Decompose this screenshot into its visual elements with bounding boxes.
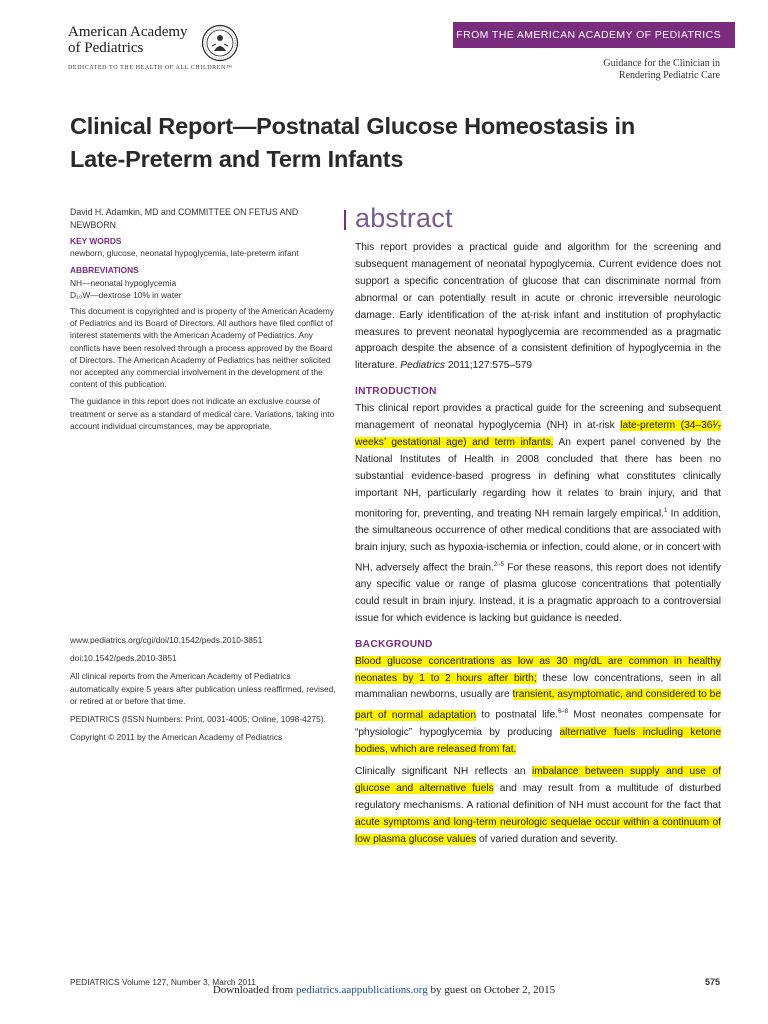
bg-text-3: Most neonates compensate for “physiologic” hypoglycemia by producing	[355, 709, 721, 738]
ref-2: 2–5	[493, 561, 504, 568]
bg2-text-1: Clinically significant NH reflects an	[355, 766, 533, 778]
background-paragraph-1	[355, 654, 721, 759]
bg-highlight-1: Blood glucose concentrations as low as 30 mg/dL are common in healthy neonates by 1 to 2 hours after birth;	[355, 655, 721, 684]
intro-text-4: For these reasons, this report does not identify any specific value or range of plasma glucose concentrations that potentially could result in brain injury. Instead, it is a pragmatic approach to a controversial issue for which evidence is lacking but guidance is needed.	[355, 562, 721, 624]
bg-text-1: these low concentrations, seen in all mammalian newborns, usually are	[355, 672, 721, 701]
abbreviation-nh: NH—neonatal hypoglycemia	[70, 277, 177, 288]
background-paragraph-2	[355, 764, 721, 849]
bg-text-2: to postnatal life.	[476, 709, 558, 721]
right-column	[355, 240, 721, 849]
guidance-disclaimer: The guidance in this report does not indicate an exclusive course of treatment or serve as a standard of medical care. Variations, taking into account individual circumstances, may be appropriate.	[70, 396, 335, 431]
copyright-line: Copyright © 2011 by the American Academy of Pediatrics	[70, 732, 283, 743]
guidance-line-1: Guidance for the Clinician in	[603, 58, 720, 69]
abstract-heading: abstract	[355, 203, 453, 233]
copyright-note: This document is copyrighted and is property of the American Academy of Pediatrics and its Board of Directors. All authors have filed conflict of interest statements with the American Academy of Pediatrics. Any conflicts have been resolved through a process approved by the Board of Directors. The American Academy of Pediatrics has neither solicited nor accepted any commercial involvement in the development of the content of this publication.	[70, 306, 334, 390]
bg2-text-2: and may result from a multitude of disturbed regulatory mechanisms. A rational definition of NH must account for the fact that	[355, 783, 721, 812]
ref-3: 6–8	[557, 709, 568, 716]
abbreviation-d10w: D₁₀W—dextrose 10% in water	[70, 289, 182, 300]
guidance-line-2: Rendering Pediatric Care	[618, 70, 720, 81]
bg-highlight-2: transient, asymptomatic, and considered to be part of normal adaptation	[355, 689, 721, 721]
ref-1: 1	[664, 507, 668, 514]
bg2-highlight-2: acute symptoms and long-term neurologic sequelae occur within a continuum of low plasma glucose values	[355, 817, 721, 846]
article-url[interactable]: www.pediatrics.org/cgi/doi/10.1542/peds.2010-3851	[70, 635, 263, 645]
abstract-text	[355, 240, 721, 375]
introduction-text	[355, 401, 721, 628]
download-text-a: Downloaded from	[212, 984, 296, 996]
citation-rest: 2011;127:575–579	[445, 360, 533, 372]
left-column	[70, 206, 340, 437]
journal-banner	[453, 22, 735, 48]
aap-seal-icon	[201, 24, 239, 62]
footer-journal: PEDIATRICS Volume 127, Number 3, March 2011	[70, 977, 256, 987]
issn-note: PEDIATRICS (ISSN Numbers: Print, 0031-4005; Online, 1098-4275).	[70, 714, 326, 725]
expire-note: All clinical reports from the American Academy of Pediatrics automatically expire 5 years after publication unless reaffirmed, revised, or retired at or before that time.	[70, 671, 336, 706]
logo-line-1: American Academy	[68, 24, 188, 40]
intro-text-2: An expert panel convened by the National Institutes of Health in 2008 concluded that there has been no substantial evidence-based progress in defining what constitutes clinically important NH, particularly regarding how it relates to brain injury, and that monitoring for, preventing, and treating NH remain largely empirical.	[355, 436, 721, 519]
introduction-heading: INTRODUCTION	[355, 386, 437, 398]
abbreviations-heading: ABBREVIATIONS	[70, 265, 139, 276]
guidance-note	[603, 58, 720, 82]
citation-journal: Pediatrics	[400, 360, 446, 372]
title-line-2: Late-Preterm and Term Infants	[70, 146, 404, 172]
download-link[interactable]: pediatrics.aappublications.org	[295, 984, 428, 996]
article-title	[70, 110, 710, 176]
left-publication-info	[70, 634, 340, 749]
background-heading: BACKGROUND	[355, 638, 433, 650]
logo-tagline: DEDICATED TO THE HEALTH OF ALL CHILDREN™	[68, 65, 233, 71]
download-notice	[0, 984, 768, 996]
keywords: newborn, glucose, neonatal hypoglycemia, late-preterm infant	[70, 248, 299, 259]
aap-logo	[68, 24, 258, 80]
banner-text: FROM THE AMERICAN ACADEMY OF PEDIATRICS	[456, 29, 721, 41]
abstract-body: This report provides a practical guide and algorithm for the screening and subsequent management of neonatal hypoglycemia. Current evidence does not support a specific concentration of glucose that can discriminate normal from abnormal or can potentially result in acute or chronic irreversible neurologic damage. Early identification of the at-risk infant and institution of prophylactic measures to prevent neonatal hypoglycemia are recommended as a pragmatic approach despite the absence of a consistent definition of hypoglycemia in the literature.	[355, 242, 721, 372]
bg-highlight-3: alternative fuels including ketone bodies, which are released from fat.	[355, 726, 721, 755]
intro-text-1: This clinical report provides a practical guide for the screening and subsequent management of neonatal hypoglycemia (NH) in at-risk	[355, 403, 721, 432]
authors: David H. Adamkin, MD and COMMITTEE ON FETUS AND NEWBORN	[70, 207, 299, 230]
keywords-heading: KEY WORDS	[70, 236, 122, 246]
bg2-highlight-1: imbalance between supply and use of glucose and alternative fuels	[355, 766, 721, 795]
abstract-accent-bar	[344, 210, 346, 230]
bg2-text-3: of varied duration and severity.	[476, 834, 618, 846]
intro-text-3: In addition, the simultaneous occurrence of other medical conditions that are associated with brain injury, such as hypoxia-ischemia or infection, could alone, or in concert with NH, adversely affect the brain.	[355, 507, 721, 574]
article-doi: doi:10.1542/peds.2010-3851	[70, 653, 177, 664]
title-line-1: Clinical Report—Postnatal Glucose Homeostasis in	[70, 113, 635, 139]
page-number: 575	[704, 977, 720, 987]
download-text-b: by guest on October 2, 2015	[427, 984, 556, 996]
logo-line-2: of Pediatrics	[68, 40, 144, 56]
intro-highlight-1: late-preterm (34–36¹⁄₇ weeks’ gestational age) and term infants.	[355, 420, 722, 448]
